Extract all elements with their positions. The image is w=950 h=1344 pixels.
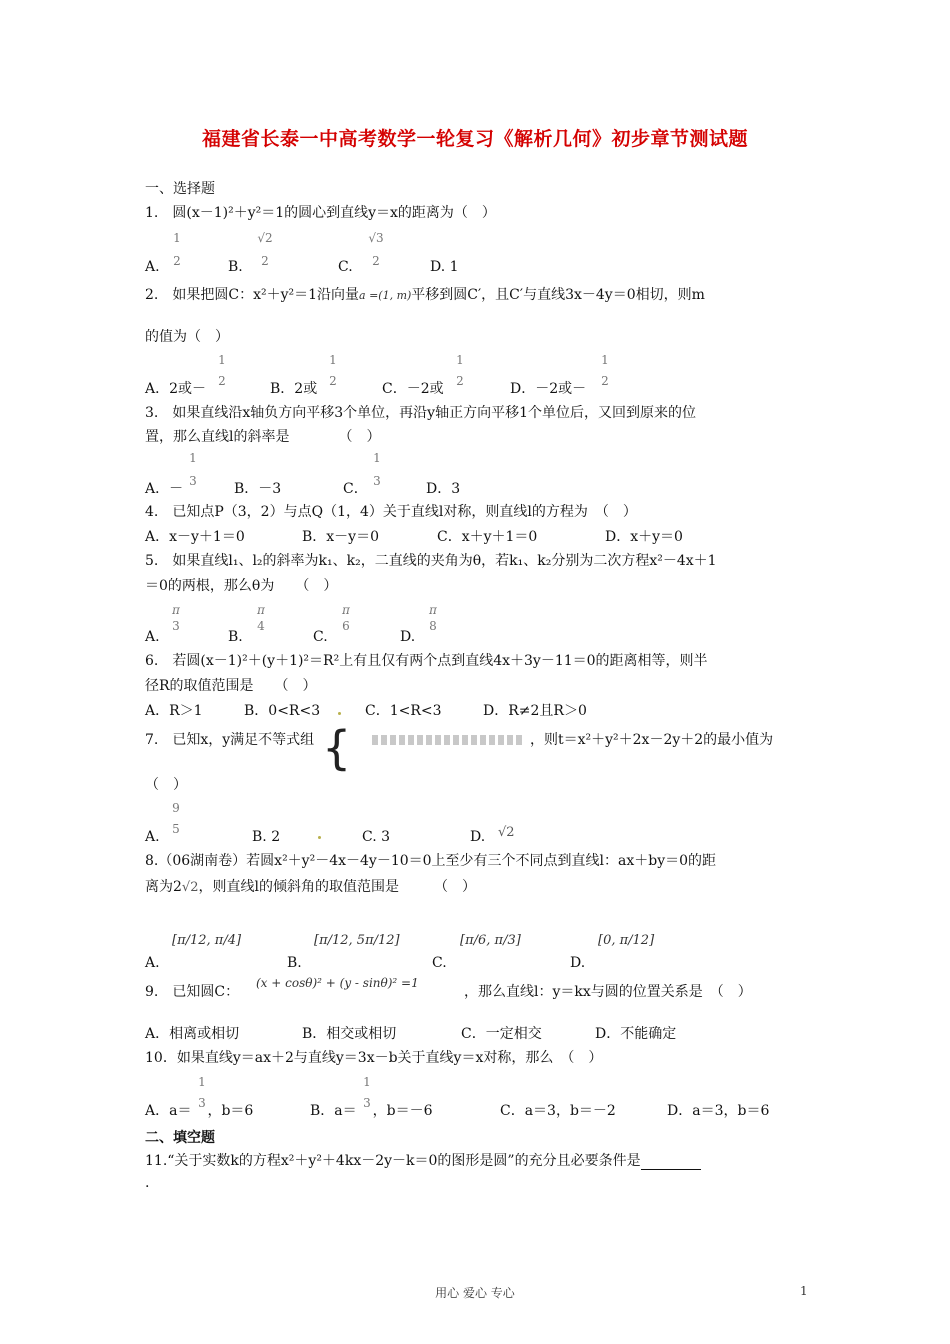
question-8-stem-cont: 离为2√2，则直线l的倾斜角的取值范围是 （ ） (145, 879, 476, 895)
q8-option-a-range: [π/12, π/4] (172, 933, 242, 948)
q5-option-b: B. (228, 629, 243, 645)
question-9-stem: 9. 已知圆C： (145, 984, 240, 1000)
stray-mark (338, 712, 341, 715)
question-8-stem: 8.（06湖南卷）若圆x²＋y²－4x－4y－10＝0上至少有三个不同点到直线l：ax＋by＝0的距 (145, 853, 717, 869)
section-heading-choice: 一、选择题 (145, 181, 215, 197)
q7-option-c: C. 3 (362, 829, 391, 845)
q10-option-c: C．a＝3，b＝－2 (500, 1103, 616, 1119)
q1-option-c-fraction: √3 2 (368, 231, 384, 268)
q3-option-c-fraction: 1 3 (373, 451, 381, 488)
q1-option-c: C. (338, 259, 353, 275)
q8-option-b-range: [π/12, 5π/12] (314, 933, 400, 948)
q8-option-c: C. (432, 955, 447, 971)
q10-option-b: B．a＝ ，b＝－6 (310, 1103, 433, 1119)
circle-equation: (x + cosθ)² + (y - sinθ)² =1 (256, 976, 419, 990)
q10-option-d: D．a＝3，b＝6 (667, 1103, 770, 1119)
q3-option-d: D．3 (426, 481, 461, 497)
q5-option-c-fraction: π 6 (342, 603, 350, 633)
question-11-stem: 11.“关于实数k的方程x²＋y²＋4kx－2y－k＝0的图形是圆”的充分且必要条件是 (145, 1152, 701, 1170)
q9-option-d: D．不能确定 (595, 1026, 677, 1042)
q7-option-a: A. (145, 829, 160, 845)
q5-option-d-fraction: π 8 (429, 603, 437, 633)
q5-option-b-fraction: π 4 (257, 603, 265, 633)
q5-option-a: A. (145, 629, 160, 645)
q5-option-a-fraction: π 3 (172, 603, 180, 633)
q4-option-d: D．x＋y＝0 (605, 529, 683, 545)
q8-option-c-range: [π/6, π/3] (460, 933, 521, 948)
q9-option-b: B．相交或相切 (302, 1026, 397, 1042)
q6-option-a: A．R＞1 (145, 703, 203, 719)
q2-option-c: C．－2或 (382, 381, 444, 397)
vector-formula: a =(1, m) (359, 289, 412, 302)
question-7-stem: 7. 已知x，y满足不等式组 (145, 732, 315, 748)
q2-option-d: D．－2或－ (510, 381, 587, 397)
q4-option-c: C．x＋y＋1＝0 (437, 529, 538, 545)
q1-option-a: A. (145, 259, 160, 275)
section-heading-fill: 二、填空题 (145, 1130, 215, 1146)
q7-option-d: D. (470, 829, 486, 845)
q4-option-b: B．x－y＝0 (302, 529, 379, 545)
q1-option-b: B. (228, 259, 243, 275)
question-9-stem-end: ，那么直线l：y＝kx与圆的位置关系是 （ ） (464, 984, 752, 1000)
question-5-stem: 5. 如果直线l₁、l₂的斜率为k₁、k₂，二直线的夹角为θ，若k₁、k₂分别为二次方程x²－4x＋1 (145, 553, 717, 569)
q3-option-a-fraction: 1 3 (189, 451, 197, 488)
q10-option-b-fraction: 1 3 (363, 1075, 371, 1110)
question-2-stem: 2. 如果把圆C：x²＋y²＝1沿向量a =(1, m)平移到圆C′，且C′与直线3x－4y＝0相切，则m (145, 287, 705, 303)
page-footer: 用心 爱心 专心 (435, 1286, 515, 1300)
q2-option-d-fraction: 1 2 (601, 353, 609, 388)
q2-option-b: B．2或 (270, 381, 318, 397)
q6-option-c: C．1<R<3 (365, 703, 442, 719)
q9-option-c: C．一定相交 (461, 1026, 542, 1042)
question-7-stem-end: ，则t＝x²＋y²＋2x－2y＋2的最小值为 (530, 732, 774, 748)
q3-option-b: B．－3 (234, 481, 282, 497)
q10-option-a: A．a＝ ，b＝6 (145, 1103, 254, 1119)
question-3-stem: 3. 如果直线沿x轴负方向平移3个单位，再沿y轴正方向平移1个单位后，又回到原来的位 (145, 405, 696, 421)
answer-blank[interactable] (641, 1155, 701, 1170)
q2-option-b-fraction: 1 2 (329, 353, 337, 388)
q7-option-b: B. 2 (252, 829, 281, 845)
q6-option-d: D．R≠2且R＞0 (483, 703, 587, 719)
q8-option-d: D. (570, 955, 586, 971)
q7-option-a-fraction: 9 5 (172, 801, 180, 836)
question-6-stem-cont: 径R的取值范围是 （ ） (145, 678, 317, 694)
q2-option-a: A．2或－ (145, 381, 207, 397)
q2-option-c-fraction: 1 2 (456, 353, 464, 388)
question-5-stem-cont: ＝0的两根，那么θ为 （ ） (145, 578, 338, 594)
page-title: 福建省长泰一中高考数学一轮复习《解析几何》初步章节测试题 (201, 128, 748, 150)
q8-option-b: B. (287, 955, 302, 971)
q4-option-a: A．x－y＋1＝0 (145, 529, 245, 545)
q3-option-c: C． (343, 481, 368, 497)
page-number: 1 (800, 1284, 808, 1298)
question-10-stem: 10．如果直线y＝ax＋2与直线y＝3x－b关于直线y＝x对称，那么 （ ） (145, 1050, 603, 1066)
q1-option-d: D. 1 (430, 259, 459, 275)
q6-option-b: B．0<R<3 (244, 703, 321, 719)
q7-option-d-value: √2 (498, 825, 515, 840)
q2-option-a-fraction: 1 2 (218, 353, 226, 388)
q9-option-a: A．相离或相切 (145, 1026, 240, 1042)
q8-option-a: A. (145, 955, 160, 971)
q5-option-d: D. (400, 629, 416, 645)
question-3-stem-cont: 置，那么直线l的斜率是 （ ） (145, 429, 381, 445)
question-1-stem: 1. 圆(x－1)²＋y²＝1的圆心到直线y＝x的距离为（ ） (145, 205, 496, 221)
inequality-system-image (372, 735, 522, 745)
question-2-stem-cont: 的值为（ ） (145, 329, 229, 345)
question-11-end: . (145, 1175, 150, 1191)
question-7-paren: （ ） (145, 777, 187, 793)
q1-option-a-fraction: 1 2 (173, 231, 181, 268)
q8-option-d-range: [0, π/12] (598, 933, 655, 948)
stray-mark (318, 836, 321, 839)
q10-option-a-fraction: 1 3 (198, 1075, 206, 1110)
q1-option-b-fraction: √2 2 (257, 231, 273, 268)
q5-option-c: C. (313, 629, 328, 645)
question-6-stem: 6. 若圆(x－1)²＋(y＋1)²＝R²上有且仅有两个点到直线4x＋3y－11＝0的距离相等，则半 (145, 653, 708, 669)
question-4-stem: 4. 已知点P（3，2）与点Q（1，4）关于直线l对称，则直线l的方程为 （ ） (145, 504, 637, 520)
inequality-brace: { (322, 721, 352, 775)
q3-option-a: A．－ (145, 481, 184, 497)
